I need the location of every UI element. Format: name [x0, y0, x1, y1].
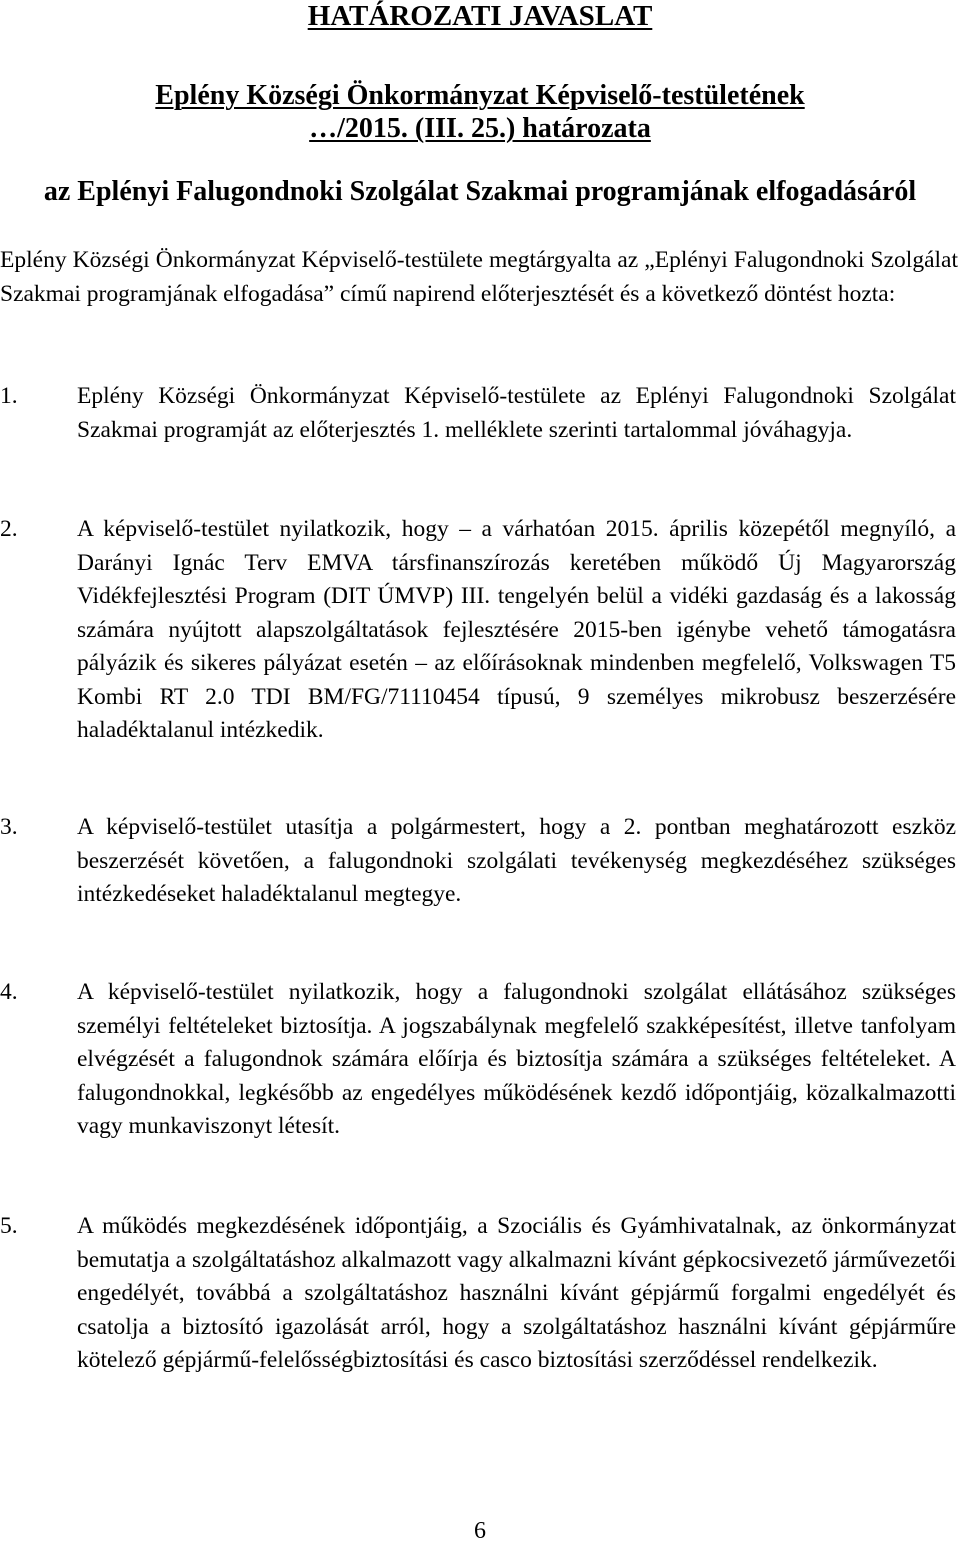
item-text: A képviselő-testület nyilatkozik, hogy – a várhatóan 2015. április közepétől megnyíló, a Darányi Ignác Terv EMVA társfinanszírozás keretében működő Új Magyarország Vidékfejlesztési Program (DIT ÚMVP) III. tengelyén belül a vidéki gazdaság és a lakosság számára nyújtott alapszolgáltatások fejlesztésére 2015-ben igénybe vehető támogatásra pályázik és sikeres pályázat esetén – az előírásoknak mindenben megfelelő, Volkswagen T5 Kombi RT 2.0 TDI BM/FG/71110454 típusú, 9 személyes mikrobusz beszerzésére haladéktalanul intézkedik.: [77, 516, 956, 743]
item-number: 2.: [0, 516, 18, 542]
item-text: A képviselő-testület nyilatkozik, hogy a falugondnoki szolgálat ellátásához szükséges személyi feltételeket biztosítja. A jogszabálynak megfelelő szakképesítést, illetve tanfolyam elvégzését a falugondnok számára előírja és biztosítja számára a szükséges feltételeket. A falugondnokkal, legkésőbb az engedélyes működésének kezdő időpontjáig, közalkalmazotti vagy munkaviszonyt létesít.: [77, 979, 956, 1139]
resolution-heading-line2: …/2015. (III. 25.) határozata: [309, 113, 651, 144]
resolution-heading-line1: Eplény Községi Önkormányzat Képviselő-testületének: [155, 80, 805, 111]
item-text: A működés megkezdésének időpontjáig, a Szociális és Gyámhivatalnak, az önkormányzat bemutatja a szolgáltatáshoz alkalmazott vagy alkalmazni kívánt gépkocsivezető járművezetői engedélyét, továbbá a szolgáltatáshoz használni kívánt gépjármű forgalmi engedélyét és csatolja a biztosító igazolását arról, hogy a szolgáltatáshoz használni kívánt gépjárműre kötelező gépjármű-felelősségbiztosítási és casco biztosítási szerződéssel rendelkezik.: [77, 1213, 956, 1373]
item-number: 1.: [0, 383, 18, 409]
document-title: HATÁROZATI JAVASLAT: [307, 0, 653, 32]
resolution-subject: az Eplényi Falugondnoki Szolgálat Szakmai programjának elfogadásáról: [43, 176, 917, 207]
item-text: A képviselő-testület utasítja a polgármestert, hogy a 2. pontban meghatározott eszköz beszerzését követően, a falugondnoki szolgálati tevékenység megkezdéséhez szükséges intézkedéseket haladéktalanul megtegye.: [77, 814, 956, 907]
page-number: 6: [474, 1518, 486, 1544]
item-number: 3.: [0, 814, 18, 840]
intro-paragraph: Eplény Községi Önkormányzat Képviselő-testülete megtárgyalta az „Eplényi Falugondnoki Szolgálat Szakmai programjának elfogadása” című napirend előterjesztését és a következő döntést hozta:: [0, 247, 958, 307]
item-number: 4.: [0, 979, 18, 1005]
item-text: Eplény Községi Önkormányzat Képviselő-testülete az Eplényi Falugondnoki Szolgálat Szakmai programját az előterjesztés 1. melléklete szerinti tartalommal jóváhagyja.: [77, 383, 956, 443]
item-number: 5.: [0, 1213, 18, 1239]
